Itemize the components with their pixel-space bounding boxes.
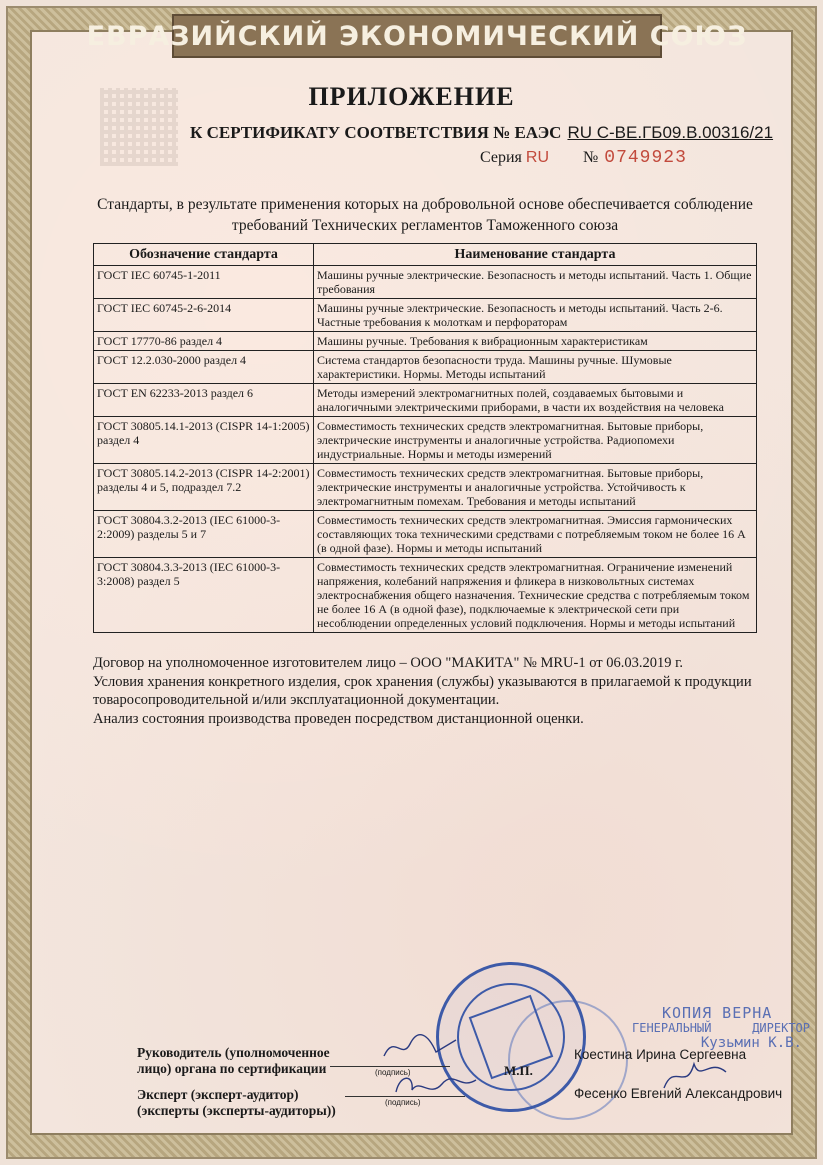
copy-stamp-line1: КОПИЯ ВЕРНА	[662, 1004, 773, 1022]
head-signer-name: Коестина Ирина Сергеевна	[574, 1047, 747, 1062]
note-storage: Условия хранения конкретного изделия, срок хранения (службы) указываются в прилагаемой к продукции товаросопроводительной и/или эксплуатационной документации.	[93, 673, 752, 708]
copy-stamp-line2	[632, 1021, 810, 1036]
expert-signature-label	[137, 1087, 336, 1119]
union-banner: ЕВРАЗИЙСКИЙ ЭКОНОМИЧЕСКИЙ СОЮЗ	[172, 14, 662, 58]
standard-name: Совместимость технических средств электромагнитная. Бытовые приборы, электрические инструменты и аналогичные устройства. Устойчивость к электромагнитным помехам. Требования и методы испытаний	[314, 464, 757, 511]
seal-place-label: М.П.	[504, 1063, 533, 1078]
copy-stamp-line3: Кузьмин К.В.	[700, 1035, 802, 1051]
standard-name: Совместимость технических средств электромагнитная. Бытовые приборы, электрические инструменты и аналогичные устройства. Радиопомехи индустриальные. Нормы и методы измерений	[314, 417, 757, 464]
expert-signature-scribble-icon	[390, 1070, 480, 1100]
standard-name: Методы измерений электромагнитных полей, создаваемых бытовыми и аналогичными электрическими приборами, в части их воздействия на человека	[314, 384, 757, 417]
standard-name: Система стандартов безопасности труда. Машины ручные. Шумовые характеристики. Нормы. Методы испытаний	[314, 351, 757, 384]
table-header-row	[94, 244, 757, 266]
standard-name: Совместимость технических средств электромагнитная. Эмиссия гармонических составляющих тока техническими средствами с потребляемым током не более 16 А (в одной фазе). Нормы и методы испытаний	[314, 511, 757, 558]
column-header-code: Обозначение стандарта	[94, 244, 314, 266]
expert-signer-name: Фесенко Евгений Александрович	[574, 1086, 783, 1101]
page-title: ПРИЛОЖЕНИЕ	[308, 82, 515, 111]
expert-label-line2: (эксперты (эксперты-аудиторы))	[137, 1103, 336, 1118]
table-row	[94, 511, 757, 558]
standard-code: ГОСТ 30804.3.2-2013 (IEC 61000-3-2:2009) разделы 5 и 7	[94, 511, 314, 558]
note-analysis: Анализ состояния производства проведен посредством дистанционной оценки.	[93, 710, 584, 727]
certificate-subtitle	[190, 123, 773, 143]
table-row	[94, 351, 757, 384]
standard-code: ГОСТ 30805.14.1-2013 (CISPR 14-1:2005) раздел 4	[94, 417, 314, 464]
copy-verified-stamp	[632, 1006, 810, 1051]
copy-stamp-line2b: ДИРЕКТОР	[752, 1021, 810, 1035]
head-signature-label	[137, 1045, 330, 1077]
head-signature-line	[330, 1066, 450, 1067]
standard-code: ГОСТ IEC 60745-2-6-2014	[94, 299, 314, 332]
series-value: RU	[525, 149, 549, 166]
notes-section	[93, 654, 773, 728]
head-label-line1: Руководитель (уполномоченное	[137, 1045, 330, 1060]
standard-code: ГОСТ EN 62233-2013 раздел 6	[94, 384, 314, 417]
intro-text: Стандарты, в результате применения которых на добровольной основе обеспечивается соблюдение требований Технических регламентов Таможенного союза	[97, 196, 753, 234]
standard-name: Машины ручные электрические. Безопасность и методы испытаний. Часть 1. Общие требования	[314, 266, 757, 299]
table-row	[94, 417, 757, 464]
subtitle-text: К СЕРТИФИКАТУ СООТВЕТСТВИЯ № ЕАЭС	[190, 123, 562, 142]
number-value: 0749923	[604, 148, 687, 168]
certificate-number: RU С-ВЕ.ГБ09.В.00316/21	[567, 123, 774, 142]
standard-code: ГОСТ IEC 60745-1-2011	[94, 266, 314, 299]
standard-code: ГОСТ 30805.14.2-2013 (CISPR 14-2:2001) разделы 4 и 5, подраздел 7.2	[94, 464, 314, 511]
standards-table	[93, 243, 757, 633]
number-label: №	[583, 149, 599, 166]
note-contract: Договор на уполномоченное изготовителем лицо – ООО "МАКИТА" № MRU-1 от 06.03.2019 г.	[93, 655, 684, 671]
standard-code: ГОСТ 17770-86 раздел 4	[94, 332, 314, 351]
table-row	[94, 299, 757, 332]
copy-stamp-line2a: ГЕНЕРАЛЬНЫЙ	[632, 1021, 712, 1035]
standard-name: Совместимость технических средств электромагнитная. Ограничение изменений напряжения, колебаний напряжения и фликера в низковольтных системах электроснабжения общего назначения. Технические средства с потребляемым током не более 16 А (в одной фазе), подключаемые к электрической сети при несоблюдении определенных условий подключения. Нормы и методы испытаний	[314, 558, 757, 633]
table-row	[94, 332, 757, 351]
table-row	[94, 558, 757, 633]
standard-code: ГОСТ 30804.3.3-2013 (IEC 61000-3-3:2008) раздел 5	[94, 558, 314, 633]
column-header-name: Наименование стандарта	[314, 244, 757, 266]
head-signature-caption: (подпись)	[375, 1068, 411, 1077]
expert-label-line1: Эксперт (эксперт-аудитор)	[137, 1087, 299, 1102]
director-signature-scribble-icon	[660, 1052, 730, 1096]
standard-name: Машины ручные электрические. Безопасность и методы испытаний. Часть 2-6. Частные требования к молоткам и перфораторам	[314, 299, 757, 332]
standard-name: Машины ручные. Требования к вибрационным характеристикам	[314, 332, 757, 351]
head-label-line2: лицо) органа по сертификации	[137, 1061, 327, 1076]
table-row	[94, 384, 757, 417]
series-line	[480, 148, 687, 168]
standard-code: ГОСТ 12.2.030-2000 раздел 4	[94, 351, 314, 384]
series-label: Серия	[480, 149, 522, 166]
head-signature-scribble-icon	[380, 1030, 460, 1064]
table-row	[94, 266, 757, 299]
expert-signature-caption: (подпись)	[385, 1098, 421, 1107]
table-row	[94, 464, 757, 511]
